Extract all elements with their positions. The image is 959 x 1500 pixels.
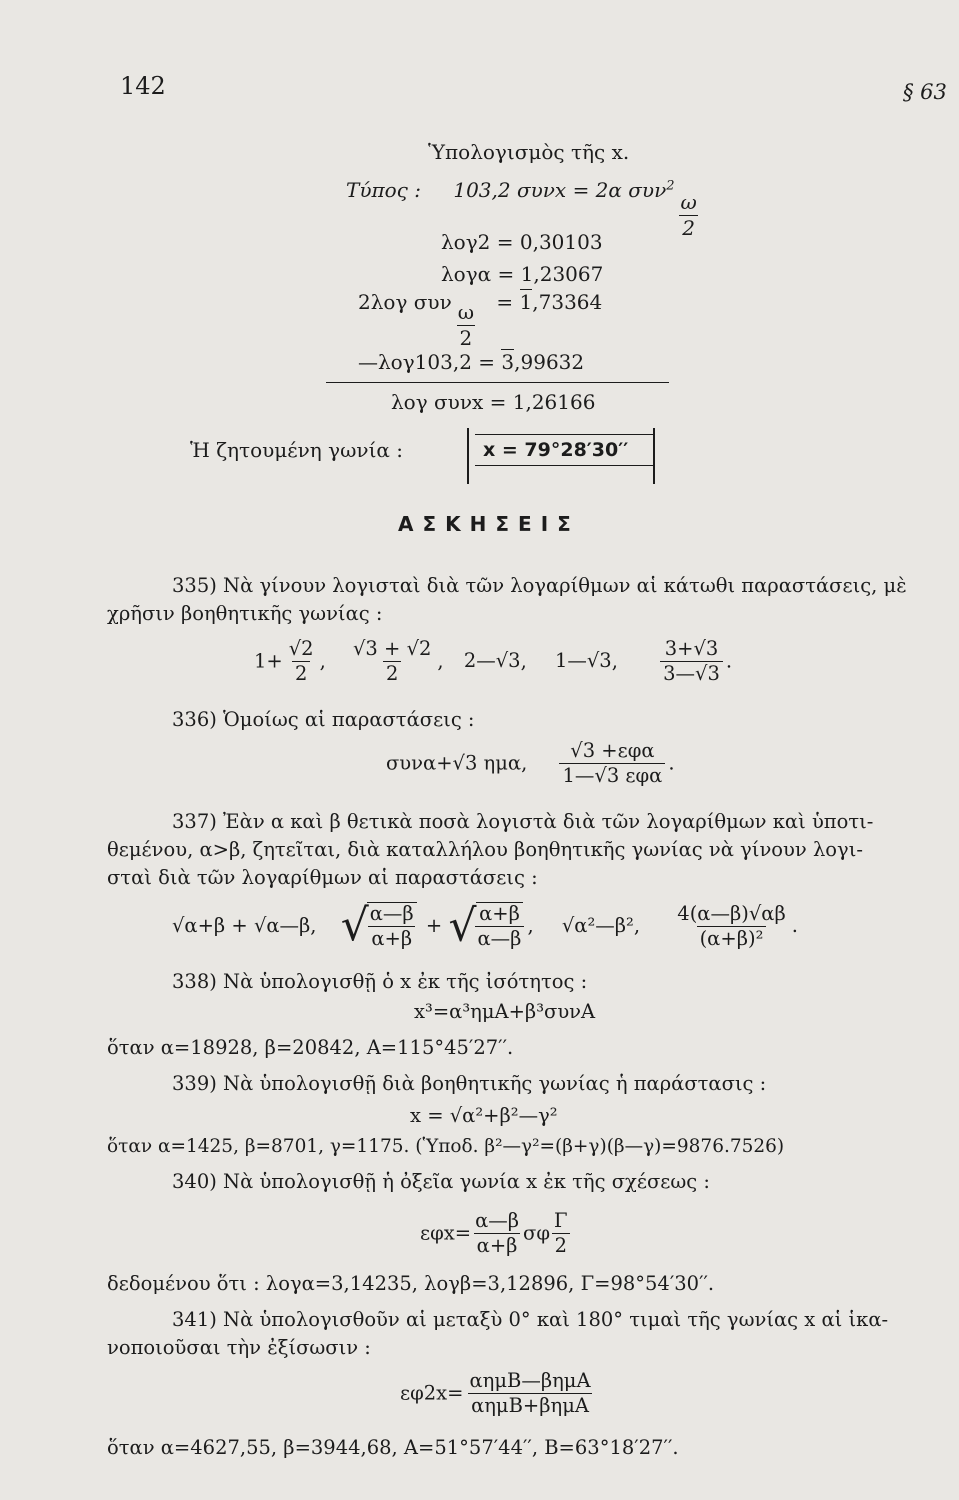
formula-frac-den: 2 bbox=[679, 215, 698, 240]
ex335-e-den: 3—√3 bbox=[660, 661, 723, 685]
row4-bar-digit: 3 bbox=[501, 350, 515, 374]
row4-lhs: —λογ103,2 = bbox=[358, 350, 496, 374]
formula-sup: 2 bbox=[666, 178, 675, 194]
radical-icon: √ bbox=[340, 900, 369, 952]
ex335-b-num: √3 + √2 bbox=[353, 637, 432, 660]
ex335-d: 1—√3 bbox=[554, 649, 612, 673]
ex340-lhs: εφx= bbox=[420, 1221, 472, 1245]
ex336-b-den: 1—√3 εφα bbox=[559, 763, 665, 787]
ex340-mid: σφ bbox=[523, 1221, 551, 1245]
exercises-heading: ΑΣΚΗΣΕΙΣ bbox=[398, 512, 580, 536]
ex340-frac-1 bbox=[472, 1210, 522, 1258]
ex335-e-num: 3+√3 bbox=[664, 637, 719, 660]
ex339-line: 339) Νὰ ὑπολογισθῇ διὰ βοηθητικῆς γωνίας ἡ παράστασις : bbox=[172, 1072, 767, 1095]
radical-icon: √ bbox=[448, 900, 477, 952]
ex337-d: √α²—β², bbox=[561, 913, 641, 937]
ex335-a-prefix: 1+ bbox=[254, 649, 283, 673]
row3-lhs: 2λογ συν bbox=[358, 290, 452, 314]
ex340-num2: Γ bbox=[554, 1209, 568, 1232]
calc-row-3 bbox=[358, 290, 602, 350]
ex337-expressions: √α+β + √α—β, √ $\frac{\alpha—\beta}{\alpha+\beta}$ + √ $\frac{\alpha+\beta}{\alpha—\beta}$ , √α²—β², $\frac{4(\alpha—\beta)√\alpha\beta}{\text{(α+β)²}}$ . bbox=[172, 900, 798, 952]
ex335-a-frac bbox=[286, 638, 317, 686]
ex335-line-2: χρῆσιν βοηθητικῆς γωνίας : bbox=[107, 602, 383, 625]
ex340-equation bbox=[420, 1210, 572, 1258]
ex336-expressions: συνα+√3 ημα, $\frac{\text{√3 +εφα}}{\text{1—√3 εφα}}$ . bbox=[386, 739, 675, 788]
ex340-line: 340) Νὰ ὑπολογισθῇ ἡ ὀξεῖα γωνία x ἐκ τῆς σχέσεως : bbox=[172, 1170, 710, 1193]
ex337-c-den: α—β bbox=[475, 926, 525, 950]
ex341-den: αημΒ+βημΑ bbox=[468, 1393, 592, 1417]
ex340-frac-2 bbox=[551, 1210, 571, 1258]
ex335-c: 2—√3 bbox=[463, 649, 521, 673]
formula-lhs: 103,2 συνx = 2α συν bbox=[453, 178, 667, 202]
row3-bar-digit: 1 bbox=[519, 290, 533, 314]
calc-row-1: λογ2 = 0,30103 bbox=[441, 230, 603, 254]
ex340-num: α—β bbox=[475, 1209, 520, 1232]
ex341-num: αημΒ—βημΑ bbox=[469, 1369, 591, 1392]
page-number: 142 bbox=[120, 72, 166, 100]
ex337-line-1: 337) Ἐὰν α καὶ β θετικὰ ποσὰ λογιστὰ διὰ τῶν λογαρίθμων καὶ ὑποτι- bbox=[172, 810, 874, 833]
ex337-plus: + bbox=[425, 913, 443, 937]
ex337-e-den: (α+β)² bbox=[697, 926, 767, 950]
ex337-e-frac bbox=[674, 903, 788, 951]
ex336-line: 336) Ὁμοίως αἱ παραστάσεις : bbox=[172, 708, 475, 731]
row3-den: 2 bbox=[457, 325, 476, 350]
calc-row-4 bbox=[358, 350, 584, 374]
ex340-den: α+β bbox=[474, 1233, 521, 1257]
ex341-lhs: εφ2x= bbox=[400, 1381, 464, 1405]
ex337-b-frac bbox=[367, 902, 417, 951]
ex335-a-den: 2 bbox=[292, 661, 310, 685]
ex336-a: συνα+√3 ημα, bbox=[386, 751, 528, 775]
ex340-values: δεδομένου ὅτι : λογα=3,14235, λογβ=3,12896, Γ=98°54′30′′. bbox=[107, 1272, 715, 1295]
ex335-expressions: 1+ $\frac{√2}{2}$ , $\frac{√3 + √2}{2}$ , 2—√3, 1—√3, $\frac{3+√3}{3—√3}$ . bbox=[254, 637, 733, 686]
ex337-line-2: θεμένου, α>β, ζητεῖται, διὰ καταλλήλου βοηθητικῆς γωνίας νὰ γίνουν λογι- bbox=[107, 838, 863, 861]
ex337-b-num: α—β bbox=[367, 902, 417, 926]
calc-title: Ὑπολογισμὸς τῆς x. bbox=[428, 140, 630, 164]
calc-row-2: λογα = 1,23067 bbox=[441, 262, 604, 286]
ex335-b-den: 2 bbox=[383, 661, 401, 685]
ex337-c-num: α+β bbox=[476, 902, 523, 926]
section-number: § 63 bbox=[903, 80, 947, 104]
ex341-line-1: 341) Νὰ ὑπολογισθοῦν αἱ μεταξὺ 0° καὶ 180° τιμαὶ τῆς γωνίας x αἱ ἱκα- bbox=[172, 1308, 889, 1331]
ex337-line-3: σταὶ διὰ τῶν λογαρίθμων αἱ παραστάσεις : bbox=[107, 866, 538, 889]
ex335-e-frac bbox=[660, 638, 723, 686]
ex336-b-frac bbox=[559, 740, 665, 788]
ex335-b-frac bbox=[350, 638, 434, 686]
ex337-e-num: 4(α—β)√αβ bbox=[677, 901, 786, 925]
row3-eq: = bbox=[496, 290, 514, 314]
ex340-den2: 2 bbox=[552, 1233, 570, 1257]
ex337-c-frac bbox=[475, 902, 525, 951]
formula-frac bbox=[678, 191, 700, 240]
ex335-line-1: 335) Νὰ γίνουν λογισταὶ διὰ τῶν λογαρίθμων αἱ κάτωθι παραστάσεις, μὲ bbox=[172, 574, 907, 597]
ex339-equation: x = √α²+β²—γ² bbox=[410, 1104, 558, 1127]
ex337-a: √α+β + √α—β, bbox=[172, 913, 317, 937]
ex338-equation: x³=α³ημΑ+β³συνΑ bbox=[414, 1000, 596, 1023]
sum-rule bbox=[326, 382, 669, 383]
calc-result: λογ συνx = 1,26166 bbox=[391, 390, 596, 414]
ex338-line: 338) Νὰ ὑπολογισθῇ ὁ x ἐκ τῆς ἰσότητος : bbox=[172, 970, 588, 993]
row3-frac bbox=[455, 301, 477, 350]
ex335-a-num: √2 bbox=[288, 637, 314, 660]
ex339-values: ὅταν α=1425, β=8701, γ=1175. (Ὑποδ. β²—γ²=(β+γ)(β—γ)=9876.7526) bbox=[107, 1136, 785, 1157]
ex337-b-den: α+β bbox=[368, 926, 415, 950]
row3-num: ω bbox=[457, 300, 475, 324]
row3-rest: ,73364 bbox=[532, 290, 603, 314]
ex341-line-2: νοποιοῦσαι τὴν ἐξίσωσιν : bbox=[107, 1336, 371, 1359]
ex341-values: ὅταν α=4627,55, β=3944,68, Α=51°57′44′′, Β=63°18′27′′. bbox=[107, 1436, 679, 1459]
ex341-equation bbox=[400, 1370, 597, 1418]
ex336-b-num: √3 +εφα bbox=[570, 739, 655, 762]
row4-rest: ,99632 bbox=[514, 350, 585, 374]
answer-label: Ἡ ζητουμένη γωνία : bbox=[190, 438, 404, 462]
formula-label: Τύπος : bbox=[346, 178, 421, 202]
formula-frac-num: ω bbox=[680, 190, 697, 214]
answer-value: x = 79°28′30′′ bbox=[475, 434, 653, 466]
answer-box bbox=[467, 428, 655, 484]
ex338-values: ὅταν α=18928, β=20842, Α=115°45′27′′. bbox=[107, 1036, 514, 1059]
ex341-frac bbox=[467, 1370, 594, 1418]
